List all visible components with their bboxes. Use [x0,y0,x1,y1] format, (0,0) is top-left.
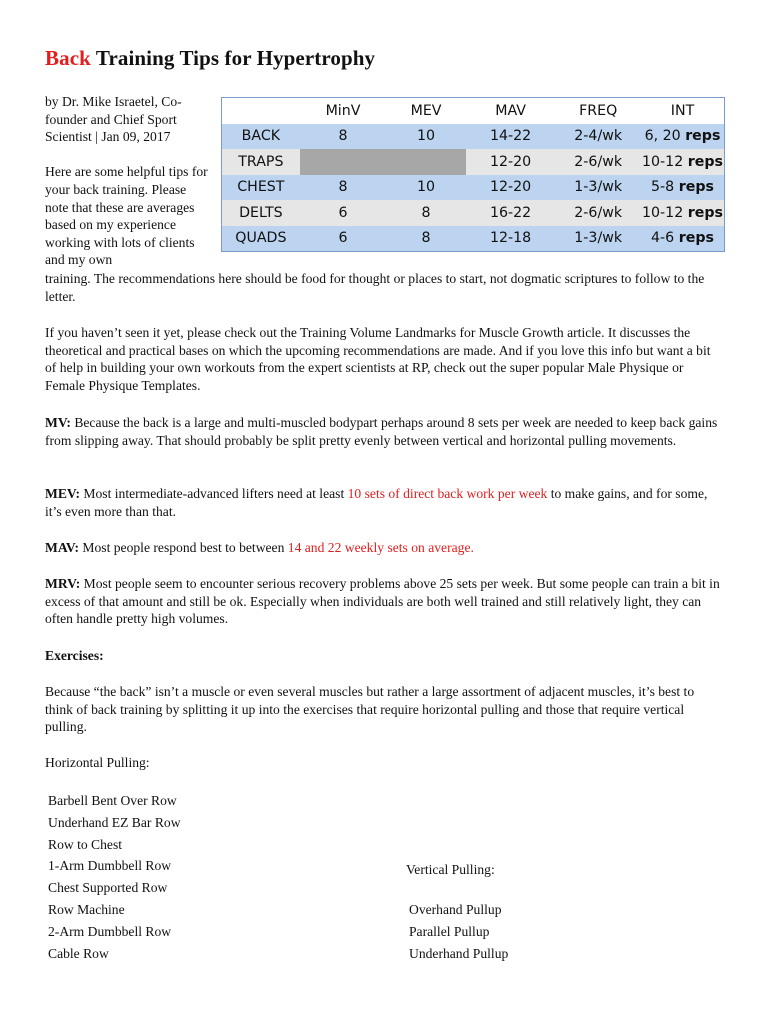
mev-cell: 8 [386,226,466,252]
mav-cell: 12-20 [466,149,556,175]
table-row [222,200,725,226]
page-title [45,46,375,71]
mav-cell: 12-20 [466,175,556,201]
intro-continued: training. The recommendations here should be food for thought or places to start, not dogmatic scriptures to follow to the letter. [45,271,705,304]
table-header-cell [222,98,300,124]
minv-cell: 8 [300,124,387,150]
list-item: Barbell Bent Over Row [48,793,177,808]
freq-cell: 2-6/wk [555,200,641,226]
muscle-cell: QUADS [222,226,300,252]
mv-text: Because the back is a large and multi-muscled bodypart perhaps around 8 sets per week are needed to keep back gains from slipping away. That should probably be split pretty evenly between vertical and horizontal pulling movements. [45,415,718,448]
int-num: 5-8 [651,179,675,196]
mv-paragraph [45,414,725,449]
table-row [222,149,725,175]
horizontal-pulling-list [48,790,181,964]
int-unit: reps [687,204,723,221]
mav-paragraph [45,539,725,557]
muscle-cell: TRAPS [222,149,300,175]
mev-cell: 8 [386,200,466,226]
horizontal-pulling-heading: Horizontal Pulling: [45,755,150,770]
mv-label: MV: [45,415,71,430]
title-accent: Back [45,46,91,70]
mev-cell: 10 [386,175,466,201]
mev-highlight: 10 sets of direct back work per week [347,486,548,501]
mav-highlight: 14 and 22 weekly sets on average. [287,540,474,555]
vertical-pulling-heading: Vertical Pulling: [406,862,495,877]
muscle-cell: CHEST [222,175,300,201]
list-item: Row to Chest [48,836,123,852]
freq-cell: 1-3/wk [555,175,641,201]
list-item: Cable Row [48,945,109,961]
freq-cell: 2-6/wk [555,149,641,175]
int-num: 6, 20 [644,128,681,145]
muscle-cell: DELTS [222,200,300,226]
mrv-label: MRV: [45,576,81,591]
int-cell [641,200,725,226]
minv-cell: 6 [300,226,387,252]
table-header-row [222,98,725,124]
muscle-cell: BACK [222,124,300,150]
table-header-cell: MinV [300,98,387,124]
byline: by Dr. Mike Israetel, Co-founder and Chief Sport Scientist | Jan 09, 2017 [45,94,182,145]
int-num: 10-12 [642,153,684,170]
exercises-heading: Exercises: [45,648,104,663]
table-header-cell: MEV [386,98,466,124]
intro-lead: Here are some helpful tips for your back training. Please note that these are averages based on my experience working with lots of clients and my own [45,164,208,268]
mrv-paragraph [45,575,725,628]
int-unit: reps [685,128,721,145]
freq-cell: 1-3/wk [555,226,641,252]
mav-pre: Most people respond best to between [79,540,288,555]
list-item: 1-Arm Dumbbell Row [48,858,172,874]
minv-cell: 8 [300,175,387,201]
list-item: Parallel Pullup [409,923,490,939]
mav-cell: 16-22 [466,200,556,226]
mev-label: MEV: [45,486,80,501]
table-header-cell: MAV [466,98,556,124]
volume-landmarks-table [221,97,725,252]
int-unit: reps [687,153,723,170]
int-num: 10-12 [642,204,684,221]
int-cell [641,226,725,252]
list-item: 2-Arm Dumbbell Row [48,923,172,939]
freq-cell: 2-4/wk [555,124,641,150]
table-header-cell: FREQ [555,98,641,124]
int-cell [641,175,725,201]
list-item: Underhand Pullup [409,945,509,961]
list-item: Chest Supported Row [48,880,168,896]
int-unit: reps [678,230,714,247]
mav-cell: 12-18 [466,226,556,252]
title-rest: Training Tips for Hypertrophy [90,46,376,70]
mev-paragraph [45,485,725,520]
check-out-paragraph: If you haven’t seen it yet, please check out the Training Volume Landmarks for Muscle Growth article. It discusses the theoretical and practical bases on which the upcoming recommendations are made. And if you love this info but want a bit of help in building your own workouts from the expert scientists at RP, check out the super popular Male Physique or Female Physique Templates. [45,325,711,393]
mev-post: to make gains, and for some, it’s even more than that. [45,486,708,519]
mav-cell: 14-22 [466,124,556,150]
mav-label: MAV: [45,540,79,555]
table-row [222,124,725,150]
intro-column [45,93,210,287]
int-num: 4-6 [651,230,675,247]
mev-cell: 10 [386,124,466,150]
int-unit: reps [678,179,714,196]
exercises-paragraph: Because “the back” isn’t a muscle or even several muscles but rather a large assortment of adjacent muscles, it’s best to think of back training by splitting it up into the exercises that require horizontal pulling and those that require vertical pulling. [45,684,695,735]
vertical-pulling-list [409,899,508,964]
blank-cell [300,149,466,175]
mev-pre: Most intermediate-advanced lifters need at least [80,486,348,501]
int-cell [641,149,725,175]
mrv-text: Most people seem to encounter serious recovery problems above 25 sets per week. But some people can train a bit in excess of that amount and still be ok. Especially when individuals are both well trained and still relatively light, they can often handle pretty high volumes. [45,576,720,627]
list-item: Row Machine [48,901,125,917]
table-row [222,175,725,201]
table-row [222,226,725,252]
list-item: Overhand Pullup [409,902,502,917]
int-cell [641,124,725,150]
table-header-cell: INT [641,98,725,124]
list-item: Underhand EZ Bar Row [48,814,181,830]
minv-cell: 6 [300,200,387,226]
